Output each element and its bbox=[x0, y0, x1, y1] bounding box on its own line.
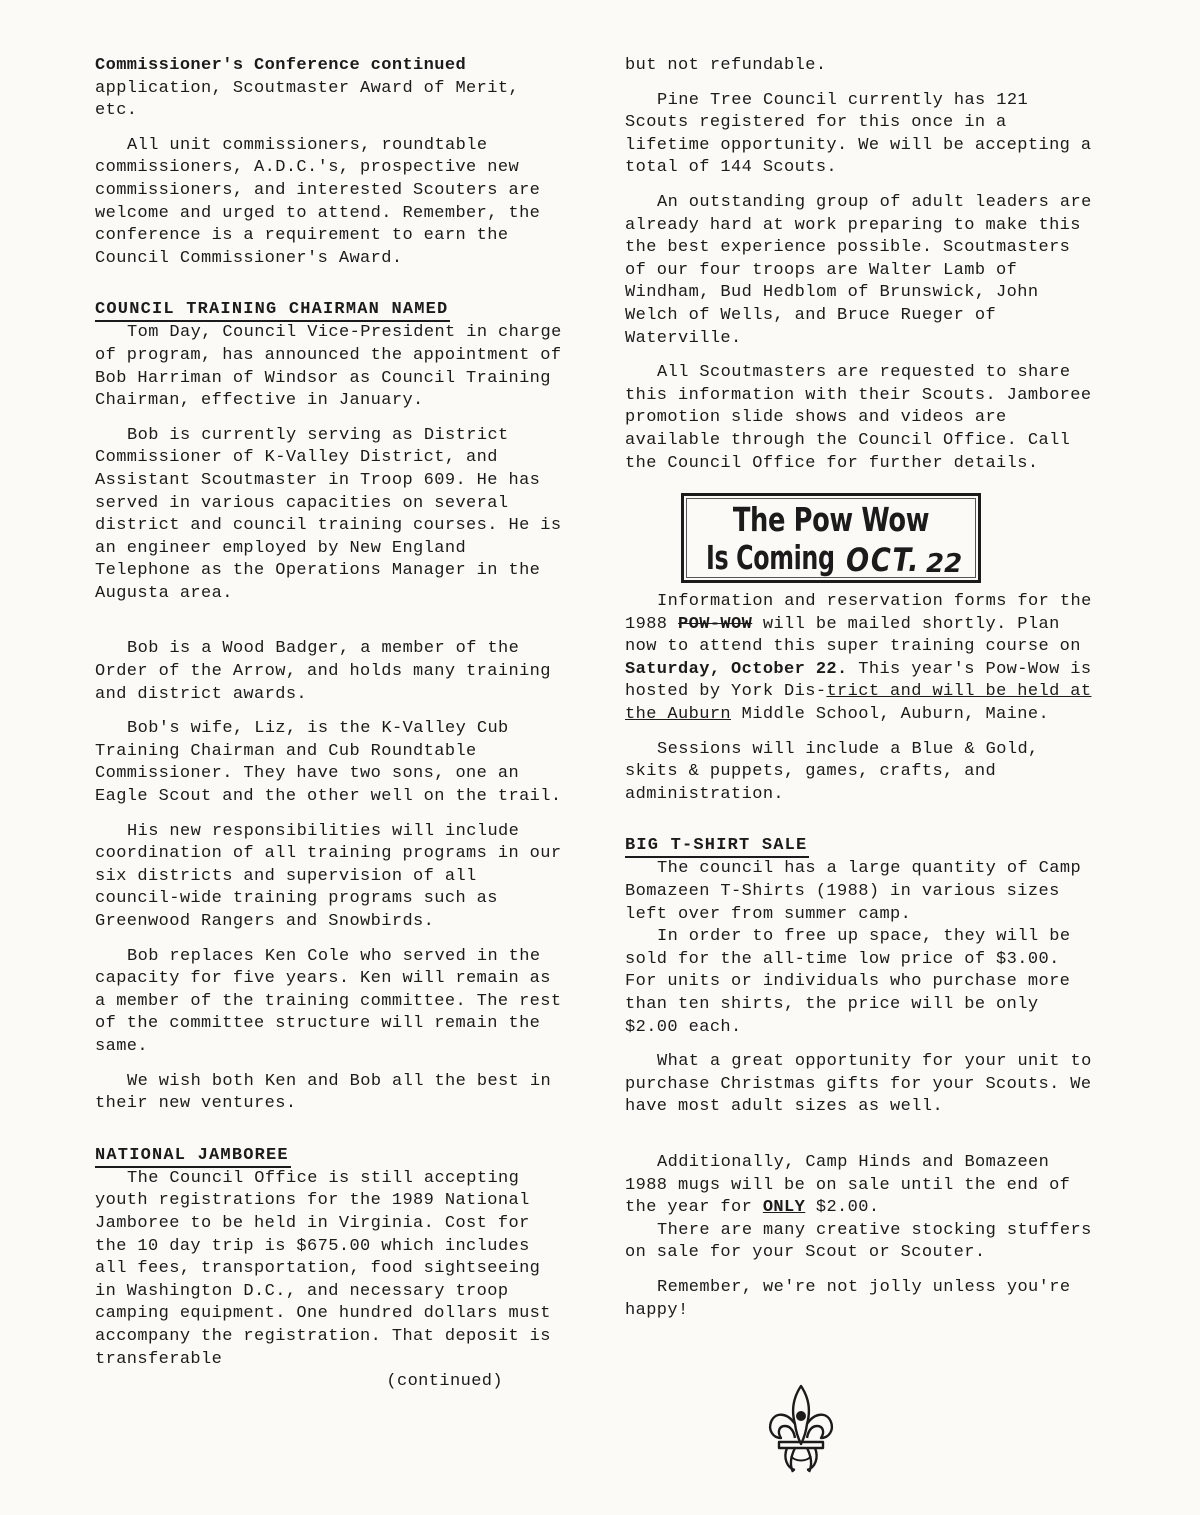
training-para-6: Bob replaces Ken Cole who served in the capacity for five years. Ken will remain as a member of the training committee. The rest of the committee structure will remain the same. bbox=[95, 946, 562, 1056]
training-para-7: We wish both Ken and Bob all the best in their new ventures. bbox=[95, 1071, 552, 1114]
training-chairman-heading: COUNCIL TRAINING CHAIRMAN NAMED bbox=[95, 300, 450, 322]
conference-attend-para: All unit commissioners, roundtable commissioners, A.D.C.'s, prospective new commissioners, and interested Scouters are welcome and urged to attend. Remember, the conference is a requirement to earn the Council Commissioner's Award. bbox=[95, 135, 541, 268]
training-para-4: Bob's wife, Liz, is the K-Valley Cub Training Chairman and Cub Roundtable Commissioner. They have two sons, one an Eagle Scout and the other well on the trail. bbox=[95, 719, 562, 807]
stamp-line-2 bbox=[694, 538, 972, 578]
conference-continued-para: Commissioner's Conference continued application, Scoutmaster Award of Merit, etc. bbox=[95, 56, 520, 121]
tshirt-para-2: In order to free up space, they will be sold for the all-time low price of $3.00. For units or individuals who purchase more than ten shirts, the price will be only $2.00 each. bbox=[625, 927, 1071, 1037]
stamp-month: OCT. bbox=[846, 541, 921, 580]
powwow-stamp bbox=[681, 493, 981, 583]
jamboree-continued-para: but not refundable. bbox=[625, 56, 827, 75]
jamboree-heading: NATIONAL JAMBOREE bbox=[95, 1146, 291, 1168]
stamp-day: 22 bbox=[926, 549, 963, 580]
jamboree-scouts-para: Pine Tree Council currently has 121 Scouts registered for this once in a lifetime opportunity. We will be accepting a total of 144 Scouts. bbox=[625, 90, 1092, 178]
tshirt-para-1: The council has a large quantity of Camp Bomazeen T-Shirts (1988) in various sizes left over from summer camp. bbox=[625, 859, 1082, 924]
stamp-is-coming: Is Coming bbox=[706, 538, 835, 578]
jamboree-leaders-para: An outstanding group of adult leaders are already hard at work preparing to make this the best experience possible. Scoutmasters of our four troops are Walter Lamb of Windham, Bud Hedblom of Brunswick, John Welch of Wells, and Bruce Rueger of Waterville. bbox=[625, 192, 1092, 348]
tshirt-para-6: Remember, we're not jolly unless you're happy! bbox=[625, 1277, 1071, 1320]
powwow-para-1: Information and reservation forms for the 1988 POW-WOW will be mailed shortly. Plan now to attend this super training course on Saturday, October 22. This year's Pow-Wow is hosted by York Dis-trict and will be held at the Auburn Middle School, Auburn, Maine. bbox=[625, 592, 1092, 725]
training-para-1: Tom Day, Council Vice-President in charge of program, has announced the appointment of Bob Harriman of Windsor as Council Training Chairman, effective in January. bbox=[95, 323, 562, 411]
jamboree-para-1: The Council Office is still accepting youth registrations for the 1989 National Jamboree to be held in Virginia. Cost for the 10 day trip is $675.00 which includes all fees, transportation, food sightseeing in Washington D.C., and necessary troop camping equipment. One hundred dollars must accompany the registration. That deposit is transferable bbox=[95, 1168, 551, 1369]
conference-continued-heading: Commissioner's Conference continued bbox=[95, 56, 467, 75]
jamboree-share-para: All Scoutmasters are requested to share this information with their Scouts. Jamboree promotion slide shows and videos are available through the Council Office. Call the Council Office for further details. bbox=[625, 363, 1092, 473]
powwow-date: Saturday, October 22. bbox=[625, 659, 848, 679]
tshirt-para-5: There are many creative stocking stuffers on sale for your Scout or Scouter. bbox=[625, 1220, 1092, 1263]
stamp-line-1: The Pow Wow bbox=[732, 500, 930, 540]
training-para-5: His new responsibilities will include coordination of all training programs in our six districts and supervision of all council-wide training programs such as Greenwood Rangers and Snowbirds. bbox=[95, 821, 562, 931]
tshirt-heading: BIG T-SHIRT SALE bbox=[625, 836, 809, 858]
powwow-para-2: Sessions will include a Blue & Gold, skits & puppets, games, crafts, and administration. bbox=[625, 739, 1039, 804]
only-emphasis: ONLY bbox=[762, 1198, 806, 1218]
powwow-struck-word: POW-WOW bbox=[678, 614, 753, 634]
continued-label: (continued) bbox=[386, 1372, 503, 1392]
training-para-2: Bob is currently serving as District Commissioner of K-Valley District, and Assistant Scoutmaster in Troop 609. He has served in various capacities on several district and council training courses. He is an engineer employed by New England Telephone as the Operations Manager in the Augusta area. bbox=[95, 425, 562, 603]
tshirt-para-3: What a great opportunity for your unit to purchase Christmas gifts for your Scouts. We have most adult sizes as well. bbox=[625, 1052, 1092, 1117]
fleur-de-lis-icon bbox=[765, 1382, 837, 1478]
powwow-underlined-location: trict and will be held at the Auburn bbox=[625, 682, 1092, 725]
right-column bbox=[625, 55, 1095, 1322]
tshirt-para-4: Additionally, Camp Hinds and Bomazeen 1988 mugs will be on sale until the end of the year for ONLY $2.00. bbox=[625, 1152, 1071, 1218]
left-column bbox=[95, 55, 565, 1394]
training-para-3: Bob is a Wood Badger, a member of the Order of the Arrow, and holds many training and district awards. bbox=[95, 639, 551, 704]
